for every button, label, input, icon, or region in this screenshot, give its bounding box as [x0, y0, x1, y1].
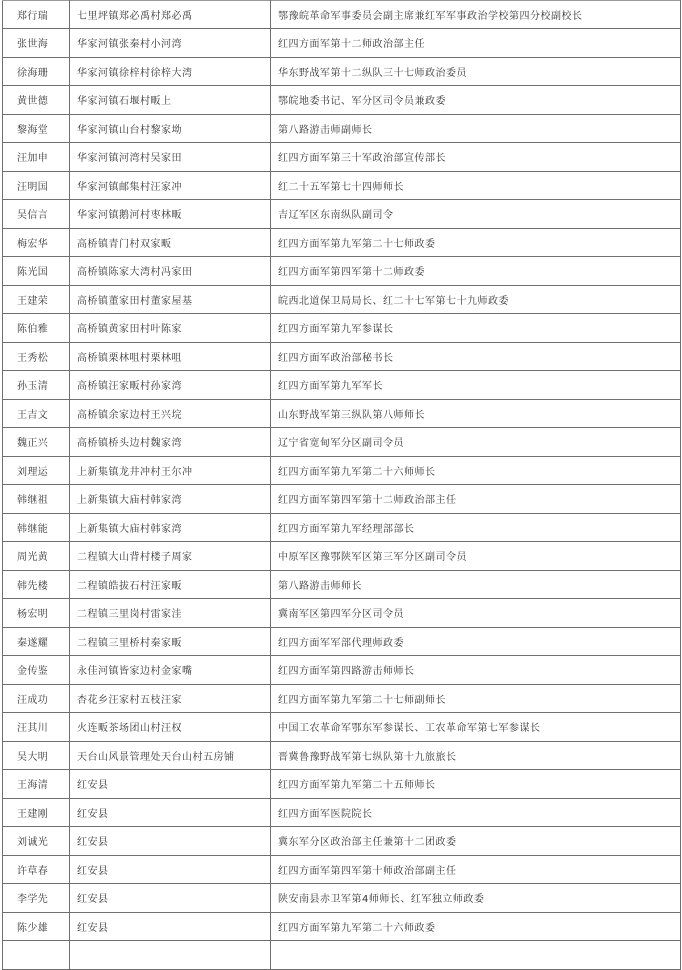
name-cell: 秦遂耀 [3, 627, 70, 656]
table-row [3, 599, 681, 628]
table-row [3, 143, 681, 172]
table-row [3, 371, 681, 400]
hometown-cell: 红安县 [70, 855, 271, 884]
hometown-cell: 二程镇三里岗村雷家洼 [70, 599, 271, 628]
name-cell: 陈光国 [3, 257, 70, 286]
hometown-cell: 杏花乡汪家村五枝汪家 [70, 684, 271, 713]
table-row [3, 570, 681, 599]
hometown-cell: 高桥镇桥头边村魏家湾 [70, 428, 271, 457]
position-cell: 中原军区豫鄂陕军区第三军分区副司令员 [271, 542, 681, 571]
position-cell: 冀东军分区政治部主任兼第十二团政委 [271, 827, 681, 856]
name-cell: 杨宏明 [3, 599, 70, 628]
position-cell: 红四方面军第四军第十师政治部副主任 [271, 855, 681, 884]
hometown-cell: 华家河镇徐梓村徐梓大湾 [70, 57, 271, 86]
position-cell: 陕安南县赤卫军第4师师长、红军独立师政委 [271, 884, 681, 913]
hometown-cell [70, 941, 271, 970]
name-cell [3, 941, 70, 970]
name-cell: 黄世德 [3, 86, 70, 115]
hometown-cell: 天台山风景管理处天台山村五房铺 [70, 741, 271, 770]
hometown-cell: 上新集镇大庙村韩家湾 [70, 513, 271, 542]
name-cell: 汪加申 [3, 143, 70, 172]
table-row [3, 285, 681, 314]
position-cell: 红四方面军第四路游击师师长 [271, 656, 681, 685]
table-row [3, 827, 681, 856]
name-cell: 汪成功 [3, 684, 70, 713]
position-cell: 红四方面军医院院长 [271, 798, 681, 827]
hometown-cell: 华家河镇河湾村吴家田 [70, 143, 271, 172]
name-cell: 郑行瑞 [3, 1, 70, 29]
hometown-cell: 永佳河镇皆家边村金家嘴 [70, 656, 271, 685]
position-cell: 山东野战军第三纵队第八师师长 [271, 399, 681, 428]
table-row [3, 399, 681, 428]
name-cell: 徐海珊 [3, 57, 70, 86]
position-cell: 红四方面军第九军第二十六师政委 [271, 912, 681, 941]
table-row [3, 1, 681, 29]
name-cell: 梅宏华 [3, 228, 70, 257]
name-cell: 陈伯雅 [3, 314, 70, 343]
hometown-cell: 高桥镇余家边村王兴垸 [70, 399, 271, 428]
table-body [3, 1, 681, 970]
name-cell: 张世海 [3, 29, 70, 58]
position-cell: 吉辽军区东南纵队副司令 [271, 200, 681, 229]
table-row [3, 257, 681, 286]
position-cell: 红四方面军第九军第二十七师政委 [271, 228, 681, 257]
hometown-cell: 高桥镇汪家畈村孙家湾 [70, 371, 271, 400]
name-cell: 金传鉴 [3, 656, 70, 685]
table-row [3, 456, 681, 485]
table-row [3, 228, 681, 257]
hometown-cell: 高桥镇董家田村董家屋基 [70, 285, 271, 314]
position-cell: 红四方面军第四军第十二师政委 [271, 257, 681, 286]
table-row [3, 342, 681, 371]
table-row [3, 855, 681, 884]
table-row [3, 114, 681, 143]
table-row [3, 798, 681, 827]
name-cell: 刘诚光 [3, 827, 70, 856]
hometown-cell: 华家河镇张秦村小河湾 [70, 29, 271, 58]
table-row [3, 86, 681, 115]
table-row [3, 912, 681, 941]
name-cell: 周光黄 [3, 542, 70, 571]
table-row [3, 542, 681, 571]
position-cell: 第八路游击师师长 [271, 570, 681, 599]
table-row [3, 884, 681, 913]
name-cell: 王建刚 [3, 798, 70, 827]
hometown-cell: 红安县 [70, 770, 271, 799]
position-cell: 红四方面军军部代理师政委 [271, 627, 681, 656]
hometown-cell: 华家河镇鹅河村枣林畈 [70, 200, 271, 229]
hometown-cell: 上新集镇大庙村韩家湾 [70, 485, 271, 514]
table-row [3, 684, 681, 713]
position-cell: 红四方面军第九军第二十六师师长 [271, 456, 681, 485]
hometown-cell: 上新集镇龙井冲村王尔冲 [70, 456, 271, 485]
position-cell: 红四方面军第十二师政治部主任 [271, 29, 681, 58]
name-cell: 王海清 [3, 770, 70, 799]
name-cell: 汪明国 [3, 171, 70, 200]
table-row [3, 656, 681, 685]
hometown-cell: 华家河镇邮集村汪家冲 [70, 171, 271, 200]
name-cell: 黎海堂 [3, 114, 70, 143]
hometown-cell: 华家河镇石堰村畈上 [70, 86, 271, 115]
name-cell: 王建荣 [3, 285, 70, 314]
hometown-cell: 红安县 [70, 912, 271, 941]
table-row [3, 171, 681, 200]
name-cell: 汪其川 [3, 713, 70, 742]
position-cell: 红二十五军第七十四师师长 [271, 171, 681, 200]
hometown-cell: 二程镇皓拔石村汪家畈 [70, 570, 271, 599]
position-cell: 红四方面军第九军经理部部长 [271, 513, 681, 542]
position-cell: 红四方面军第四军第十二师政治部主任 [271, 485, 681, 514]
name-cell: 韩继祖 [3, 485, 70, 514]
table-row [3, 713, 681, 742]
position-cell: 华东野战军第十二纵队三十七师政治委员 [271, 57, 681, 86]
hometown-cell: 高桥镇陈家大湾村冯家田 [70, 257, 271, 286]
table-row [3, 57, 681, 86]
table-row [3, 741, 681, 770]
hometown-cell: 红安县 [70, 884, 271, 913]
biography-table [2, 0, 681, 970]
hometown-cell: 二程镇三里桥村秦家畈 [70, 627, 271, 656]
name-cell: 吴信言 [3, 200, 70, 229]
hometown-cell: 高桥镇栗林咀村栗林咀 [70, 342, 271, 371]
name-cell: 李学先 [3, 884, 70, 913]
name-cell: 王秀松 [3, 342, 70, 371]
table-row [3, 485, 681, 514]
position-cell: 红四方面军第九军第二十七师副师长 [271, 684, 681, 713]
hometown-cell: 二程镇大山背村楼子周家 [70, 542, 271, 571]
table-row [3, 627, 681, 656]
table-row [3, 941, 681, 970]
position-cell: 鄂豫皖革命军事委员会副主席兼红军军事政治学校第四分校副校长 [271, 1, 681, 29]
name-cell: 韩先楼 [3, 570, 70, 599]
hometown-cell: 红安县 [70, 798, 271, 827]
position-cell [271, 941, 681, 970]
table-row [3, 770, 681, 799]
table-row [3, 314, 681, 343]
hometown-cell: 火连畈茶场团山村汪权 [70, 713, 271, 742]
position-cell: 晋冀鲁豫野战军第七纵队第十九旅旅长 [271, 741, 681, 770]
name-cell: 魏正兴 [3, 428, 70, 457]
position-cell: 第八路游击师副师长 [271, 114, 681, 143]
name-cell: 韩继能 [3, 513, 70, 542]
position-cell: 冀南军区第四军分区司令员 [271, 599, 681, 628]
position-cell: 皖西北道保卫局局长、红二十七军第七十九师政委 [271, 285, 681, 314]
hometown-cell: 高桥镇青门村双家畈 [70, 228, 271, 257]
position-cell: 红四方面军政治部秘书长 [271, 342, 681, 371]
name-cell: 吴大明 [3, 741, 70, 770]
hometown-cell: 红安县 [70, 827, 271, 856]
name-cell: 陈少雄 [3, 912, 70, 941]
position-cell: 红四方面军第三十军政治部宣传部长 [271, 143, 681, 172]
position-cell: 红四方面军第九军第二十五师师长 [271, 770, 681, 799]
name-cell: 孙玉清 [3, 371, 70, 400]
table-row [3, 29, 681, 58]
hometown-cell: 华家河镇山台村黎家坳 [70, 114, 271, 143]
hometown-cell: 高桥镇黄家田村叶陈家 [70, 314, 271, 343]
position-cell: 辽宁省宽甸军分区副司令员 [271, 428, 681, 457]
position-cell: 红四方面军第九军军长 [271, 371, 681, 400]
table-row [3, 428, 681, 457]
name-cell: 许草春 [3, 855, 70, 884]
position-cell: 中国工农革命军鄂东军参谋长、工农革命军第七军参谋长 [271, 713, 681, 742]
name-cell: 刘理运 [3, 456, 70, 485]
table-row [3, 200, 681, 229]
name-cell: 王吉文 [3, 399, 70, 428]
hometown-cell: 七里坪镇郑必禹村郑必禹 [70, 1, 271, 29]
table-row [3, 513, 681, 542]
position-cell: 红四方面军第九军参谋长 [271, 314, 681, 343]
position-cell: 鄂皖地委书记、军分区司令员兼政委 [271, 86, 681, 115]
